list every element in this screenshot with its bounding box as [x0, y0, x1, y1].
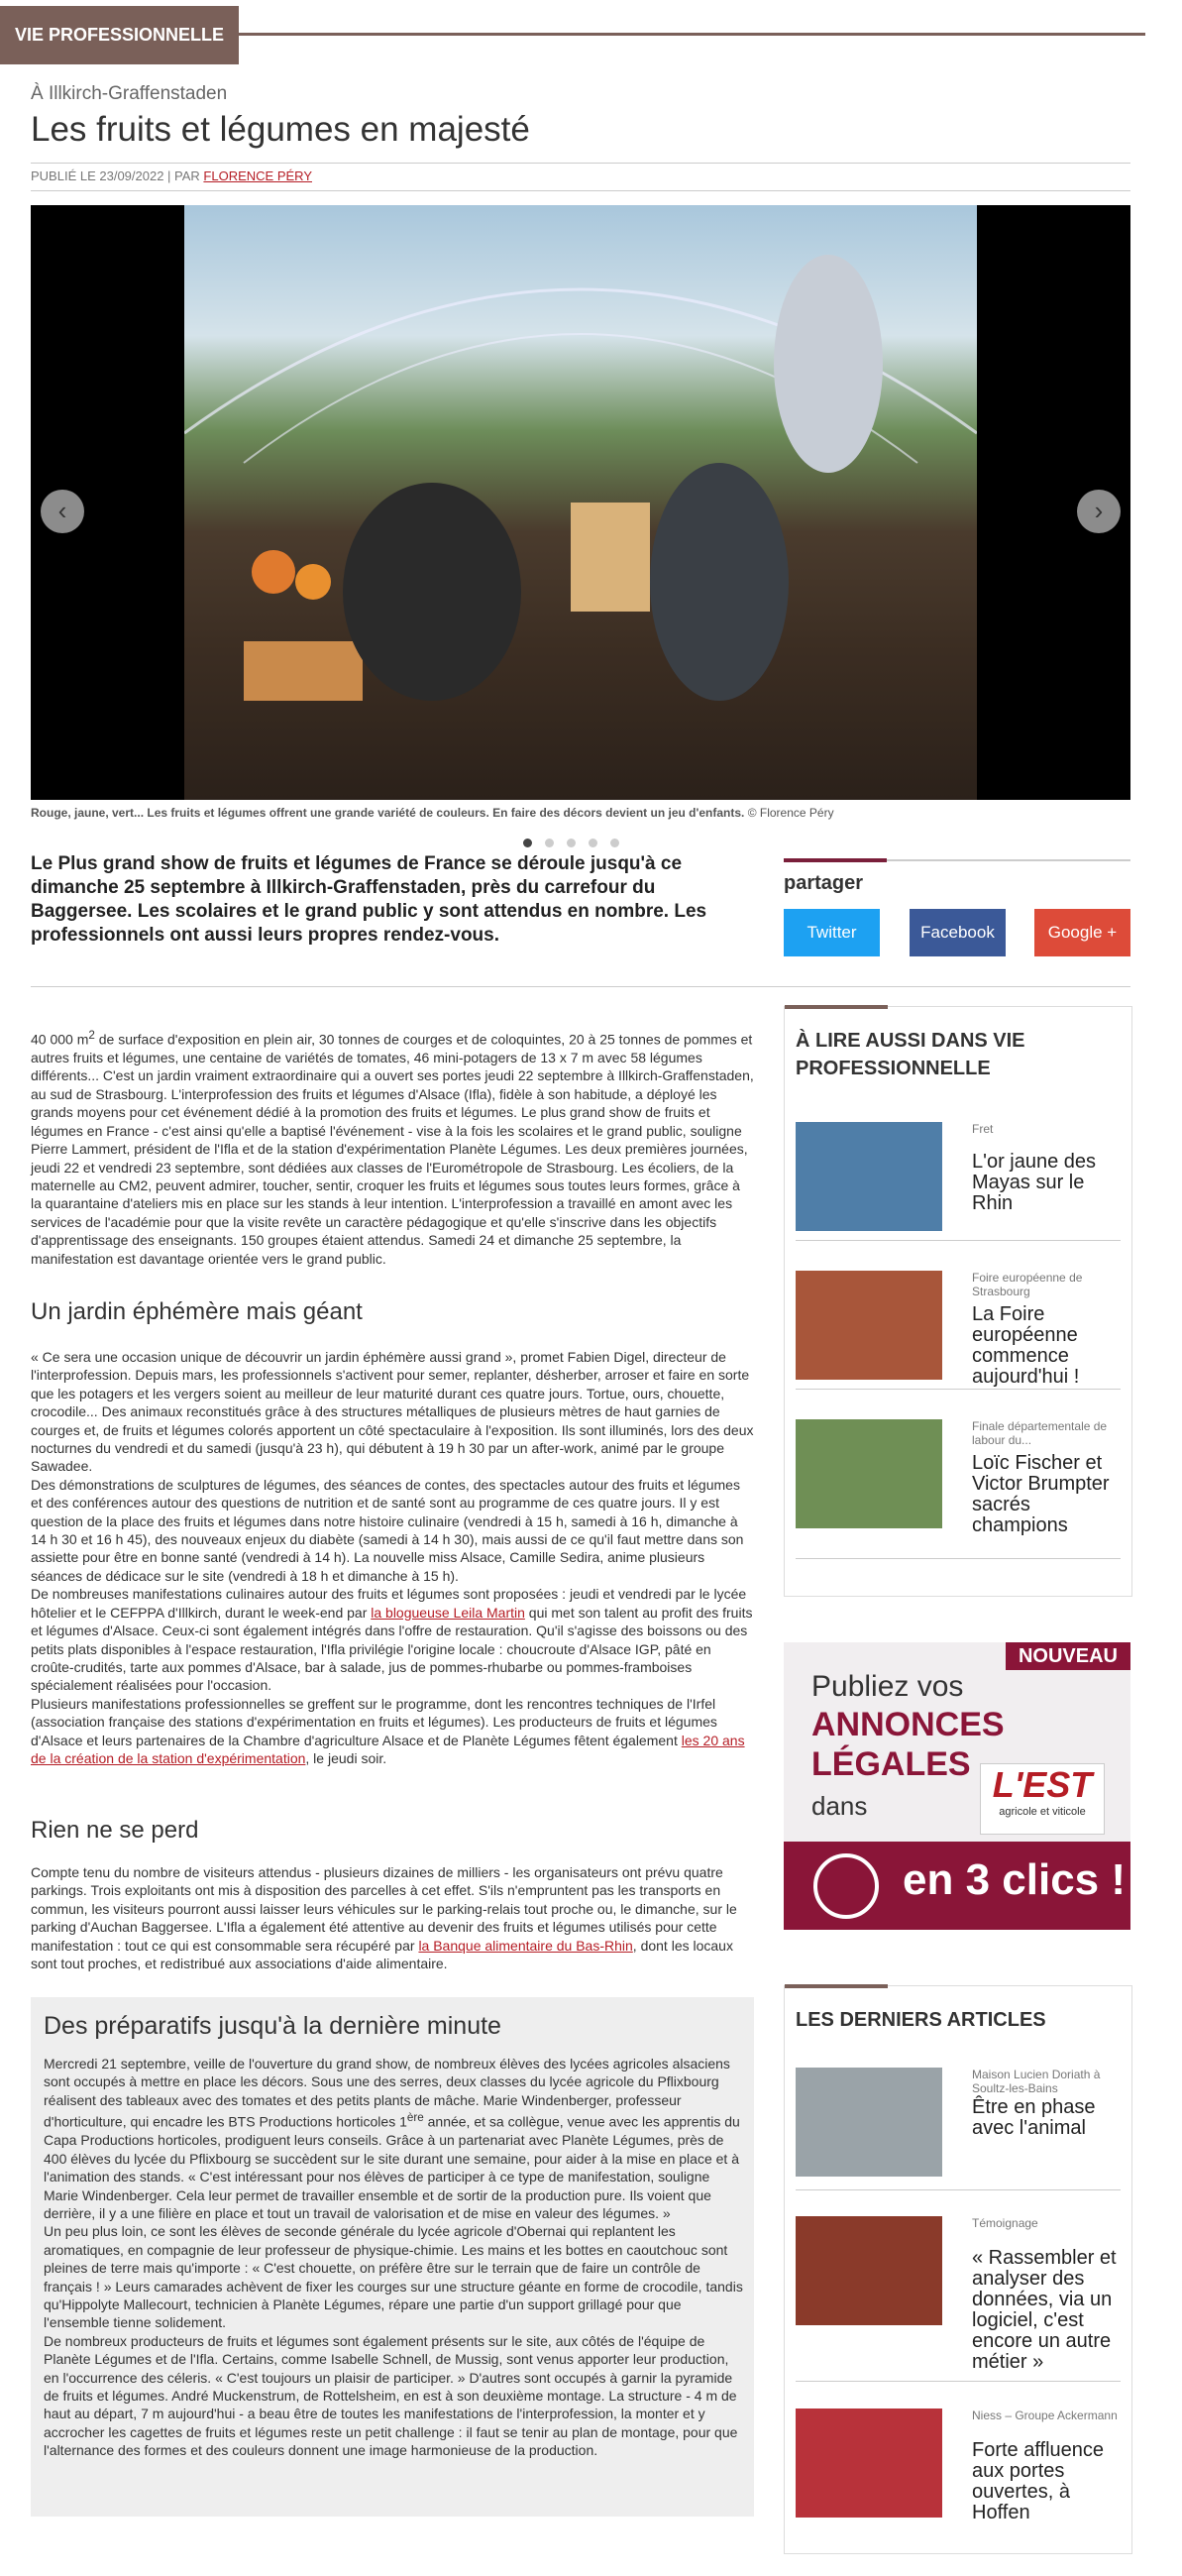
byline [31, 168, 312, 183]
article-thumbnail[interactable] [796, 2068, 942, 2177]
photo-illustration [184, 205, 977, 800]
divider [31, 163, 1130, 164]
item-kicker: Foire européenne de Strasbourg [972, 1271, 1083, 1298]
paragraph: « Ce sera une occasion unique de découvrir un jardin éphémère aussi grand », promet Fabien Digel, directeur de l'interprofession. Depuis mars, les professionnels s'activent pour semer, replanter, désherber, arroser et faire en sorte que les potagers et les vergers soient au meilleur de leur maturité durant ces quatre jours. Tortue, ours, chouette, crocodile... Des animaux reconstitués grâce à des structures métalliques de plusieurs mètres de haut garnies de courges et, de fruits et légumes colorés apportent un côté spectaculaire à l'exposition. Ils sont illuminés, lors des deux nocturnes du vendredi et du samedi (jusqu'à 23 h), qui débutent à 19 h 30 par un after-work, animé par le groupe Sawadee. [31, 1349, 754, 1475]
article-photo [184, 205, 977, 800]
byline-date: PUBLIÉ LE 23/09/2022 | PAR [31, 168, 204, 183]
slider-dot[interactable] [545, 839, 554, 847]
google-share-button[interactable]: Google + [1034, 909, 1130, 956]
share-divider [784, 859, 1130, 861]
slider-dot[interactable] [589, 839, 597, 847]
clock-icon [813, 1853, 879, 1919]
chevron-right-icon: › [1094, 496, 1104, 525]
item-kicker: Finale départementale de labour du... [972, 1419, 1108, 1447]
twitter-share-button[interactable]: Twitter [784, 909, 880, 956]
section-tag[interactable]: VIE PROFESSIONNELLE [0, 6, 239, 64]
inset-text [44, 2055, 743, 2460]
logo-text: L'EST [992, 1764, 1093, 1805]
divider [796, 1558, 1121, 1559]
article-lead: Le Plus grand show de fruits et légumes de France se déroule jusqu'à ce dimanche 25 septembre à Illkirch-Graffenstaden, près du carrefour du Baggersee. Les scolaires et le grand public y sont attendus en nombre. Les professionnels ont aussi leurs propres rendez-vous. [31, 853, 707, 946]
divider [31, 986, 1130, 987]
intro-text: de surface d'exposition en plein air, 30 tonnes de courges et de coloquintes, 20 à 25 tonnes de pommes et autres fruits et légumes, une centaine de variétés de tomates, 46 mini-potagers de 13 x 7 m avec 58 légumes différents... C'est un jardin vraiment extraordinaire qui a ouvert ses portes jeudi 22 septembre à Illkirch-Graffenstaden, au sud de Strasbourg. L'interprofession des fruits et légumes d'Alsace (Ifla), fidèle à son habitude, a déployé les grands moyens pour cet événement dédié à la promotion des fruits et légumes. Le plus grand show de fruits et légumes en France - c'est ainsi qu'elle a baptisé l'événement - vise à la fois les scolaires et le grand public, souligne Pierre Lammert, président de l'Ifla et de la station d'expérimentation Planète Légumes. Les deux premières journées, jeudi 22 et vendredi 23 septembre, sont dédiées aux classes de l'Eurométropole de Strasbourg. Les écoliers, de la maternelle au CM2, peuvent admirer, toucher, sentir, croquer les fruits et légumes sous toutes leurs formes, grâce à la quarantaine d'ateliers mis en place sur les stands à leur intention. L'interprofession a travaillé en amont avec les services de l'académie pour que la visite revête un caractère pédagogique et qu'elle s'inscrive dans les objectifs d'apprentissage des enseignants. 150 groupes étaient attendus. Samedi 24 et dimanche 25 septembre, la manifestation est davantage orientée vers le grand public. [31, 1031, 754, 1267]
ad-footer [784, 1842, 1130, 1930]
ad-text: LÉGALES [811, 1745, 971, 1783]
superscript: 2 [88, 1029, 95, 1042]
article-thumbnail[interactable] [796, 2216, 942, 2325]
paragraph: Compte tenu du nombre de visiteurs attendus - plusieurs dizaines de milliers - les organisateurs ont prévu quatre parkings. Trois exploitants ont mis à disposition des parcelles à cet effet. S'ils n'empruntent pas les transports en commun, les visiteurs pourront aussi laisser leurs véhicules sur le parking-relais tout proche ou, le dimanche, sur le parking d'Auchan Baggersee. L'Ifla a également été attentive au devenir des fruits et légumes utilisés pour cette manifestation : tout ce qui est consommable sera récupéré par la Banque alimentaire du Bas-Rhin, dont les locaux sont tout proches, et redistribué aux associations d'aide alimentaire. [31, 1864, 737, 1972]
article-location: À Illkirch-Graffenstaden [31, 83, 228, 104]
intro-start: 40 000 m [31, 1031, 89, 1048]
slider-dots[interactable] [523, 835, 632, 852]
divider [796, 1240, 1121, 1241]
item-title[interactable]: Forte affluence aux portes ouvertes, à Hoffen [972, 2439, 1105, 2523]
slider-dot[interactable] [567, 839, 576, 847]
article-thumbnail[interactable] [796, 1419, 942, 1528]
chevron-left-icon: ‹ [57, 496, 67, 525]
blogger-link[interactable]: la blogueuse Leila Martin [371, 1604, 525, 1621]
caption-text: Rouge, jaune, vert... Les fruits et légumes offrent une grande variété de couleurs. En faire des décors devient un jeu d'enfants. [31, 806, 745, 820]
slider-dot[interactable] [523, 839, 532, 847]
section-divider [239, 33, 1145, 36]
paragraph: De nombreuses manifestations culinaires autour des fruits et légumes sont proposées : jeudi et vendredi par le lycée hôtelier et le CEFPPA d'Illkirch, durant le week-end par la blogueuse Leila Martin qui met son talent au profit des fruits et légumes d'Alsace. Ceux-ci sont également intégrés dans l'offre de restauration. Qu'il s'agisse des boissons ou des petits plats disponibles à l'espace restauration, l'Ifla privilégie l'origine locale : choucroute d'Alsace IGP, pâté en croûte-crudités, tarte aux pommes d'Alsace, bar à salade, jus de pommes-rhubarbe ou pommes-framboises spécialement réalisées pour l'occasion. [31, 1586, 753, 1694]
section-heading: Rien ne se perd [31, 1817, 199, 1844]
slider-next-button[interactable] [1077, 490, 1121, 533]
caption-credit: © Florence Péry [744, 806, 834, 820]
section-heading: Un jardin éphémère mais géant [31, 1298, 363, 1325]
item-kicker: Maison Lucien Doriath à Soultz-les-Bains [972, 2068, 1101, 2095]
paragraph: Plusieurs manifestations professionnelles se greffent sur le programme, dont les rencontres techniques de l'Irfel (association française des stations d'expérimentation en fruits et légumes). Les producteurs de fruits et légumes d'Alsace et leurs partenaires de la Chambre d'agriculture Alsace et de Planète Légumes fêtent également les 20 ans de la création de la station d'expérimentation, le jeudi soir. [31, 1695, 745, 1766]
article-section-2 [31, 1863, 754, 1972]
divider [796, 2189, 1121, 2190]
article-section-1 [31, 1348, 754, 1767]
item-title[interactable]: La Foire européenne commence aujourd'hui ! [972, 1303, 1080, 1388]
ad-text: Publiez vos [811, 1670, 964, 1703]
divider [31, 190, 1130, 191]
read-also-title: À LIRE AUSSI DANS VIE PROFESSIONNELLE [796, 1030, 1025, 1079]
paragraph: Un peu plus loin, ce sont les élèves de seconde générale du lycée agricole d'Obernai qui replantent les aromatiques, en compagnie de leur professeur de physique-chimie. Les mains et les bottes en caoutchouc sont pleines de terre mais qu'importe : « C'est chouette, on préfère être sur le terrain que de faire un contrôle de français ! » Leurs camarades achèvent de fixer les courges sur une structure géante en forme de crocodile, tandis qu'Hippolyte Mallecourt, technicien à Planète Légumes, répare une partie d'un support grillagé pour que l'ensemble tienne solidement. [44, 2223, 743, 2331]
item-title[interactable]: Loïc Fischer et Victor Brumpter sacrés champions [972, 1452, 1110, 1536]
paragraph: Des démonstrations de sculptures de légumes, des séances de contes, des spectacles autour des fruits et légumes et des conférences autour des questions de nutrition et de santé sont au programme de ces quatre jours. Il y est question de la place des fruits et légumes dans notre histoire culinaire (vendredi à 15 h, samedi à 16 h, dimanche à 14 h 30 et 16 h 45), des nouveaux enjeux du diabète (samedi à 14 h 30), mais aussi de ce qu'il faut mettre dans son assiette pour être en bonne santé (vendredi à 14 h). La nouvelle miss Alsace, Camille Sedira, anime plusieurs séances de dédicace sur le site (vendredi à 18 h et dimanche à 15 h). [31, 1476, 744, 1584]
food-bank-link[interactable]: la Banque alimentaire du Bas-Rhin [418, 1937, 633, 1954]
ad-badge: NOUVEAU [1006, 1642, 1130, 1670]
divider [796, 1389, 1121, 1390]
photo-caption [31, 806, 1130, 820]
item-title[interactable]: L'or jaune des Mayas sur le Rhin [972, 1151, 1097, 1214]
divider [796, 2381, 1121, 2382]
item-kicker: Niess – Groupe Ackermann [972, 2408, 1118, 2422]
page-title: Les fruits et légumes en majesté [31, 110, 530, 149]
article-thumbnail[interactable] [796, 2408, 942, 2518]
logo-subtext: agricole et viticole [999, 1806, 1086, 1818]
ad-text: ANNONCES [811, 1706, 1005, 1743]
item-title[interactable]: Être en phase avec l'animal [972, 2096, 1096, 2139]
slider-prev-button[interactable] [41, 490, 84, 533]
inset-title: Des préparatifs jusqu'à la dernière minute [44, 2012, 501, 2040]
ad-logo [980, 1763, 1105, 1835]
ad-text: en 3 clics ! [903, 1855, 1127, 1904]
share-title: partager [784, 872, 864, 894]
station-link[interactable]: les 20 ans de la création de la station d'expérimentation [31, 1732, 745, 1766]
slider-dot[interactable] [610, 839, 619, 847]
paragraph: Mercredi 21 septembre, veille de l'ouverture du grand show, de nombreux élèves des lycées agricoles alsaciens sont occupés à mettre en place les décors. Sous une des serres, deux classes du lycée agricole du Pflixbourg réalisent des tableaux avec des tomates et des petits plants de mâche. Marie Windenberger, professeur d'horticulture, qui encadre les BTS Productions horticoles 1ère année, et sa collègue, venue avec les apprentis du Capa Productions horticoles, prodiguent leurs conseils. Grâce à un partenariat avec Planète Légumes, près de 400 élèves du lycée du Pflixbourg se succèdent sur le site durant une semaine, pour aider à la mise en place et à l'animation des stands. « C'est intéressant pour nos élèves de participer à ce type de manifestation, souligne Marie Windenberger. Cela leur permet de travailler ensemble et de sortir de la production pure. Ils voient que derrière, il y a une filière en place et tout un travail de valorisation et de mise en valeur des légumes. » [44, 2056, 740, 2221]
inset-box [31, 1997, 754, 2517]
article-intro [31, 1027, 754, 1268]
ad-text: dans [811, 1791, 868, 1821]
author-link[interactable]: FLORENCE PÉRY [203, 168, 312, 183]
article-thumbnail[interactable] [796, 1122, 942, 1231]
latest-title: LES DERNIERS ARTICLES [796, 2009, 1046, 2031]
latest-articles-panel [784, 1985, 1132, 2554]
item-kicker: Témoignage [972, 2216, 1038, 2230]
facebook-share-button[interactable]: Facebook [910, 909, 1006, 956]
read-also-panel [784, 1006, 1132, 1597]
image-slider[interactable] [31, 205, 1130, 800]
item-title[interactable]: « Rassembler et analyser des données, via un logiciel, c'est encore un autre métier » [972, 2247, 1117, 2373]
item-kicker: Fret [972, 1122, 994, 1136]
paragraph: De nombreux producteurs de fruits et légumes sont également présents sur le site, aux côtés de l'équipe de Planète Légumes et de l'Ifla. Certains, comme Isabelle Schnell, de Mussig, sont venus apporter leur production, en l'occurrence des céleris. « C'est toujours un plaisir de participer. » D'autres sont occupés à garnir la pyramide de fruits et légumes. André Muckenstrum, de Rottelsheim, en est à son deuxième montage. La structure - 4 m de haut au départ, 7 m aujourd'hui - a beau être de toutes les manifestations de l'interprofession, la monter et y accrocher les cagettes de fruits et légumes reste un petit challenge : il faut se tenir au plan de montage, pour que l'alternance des formes et des couleurs donnent une image harmonieuse de la production. [44, 2332, 738, 2459]
superscript: ère [406, 2111, 424, 2125]
legal-ads-banner[interactable] [784, 1642, 1130, 1930]
article-thumbnail[interactable] [796, 1271, 942, 1380]
